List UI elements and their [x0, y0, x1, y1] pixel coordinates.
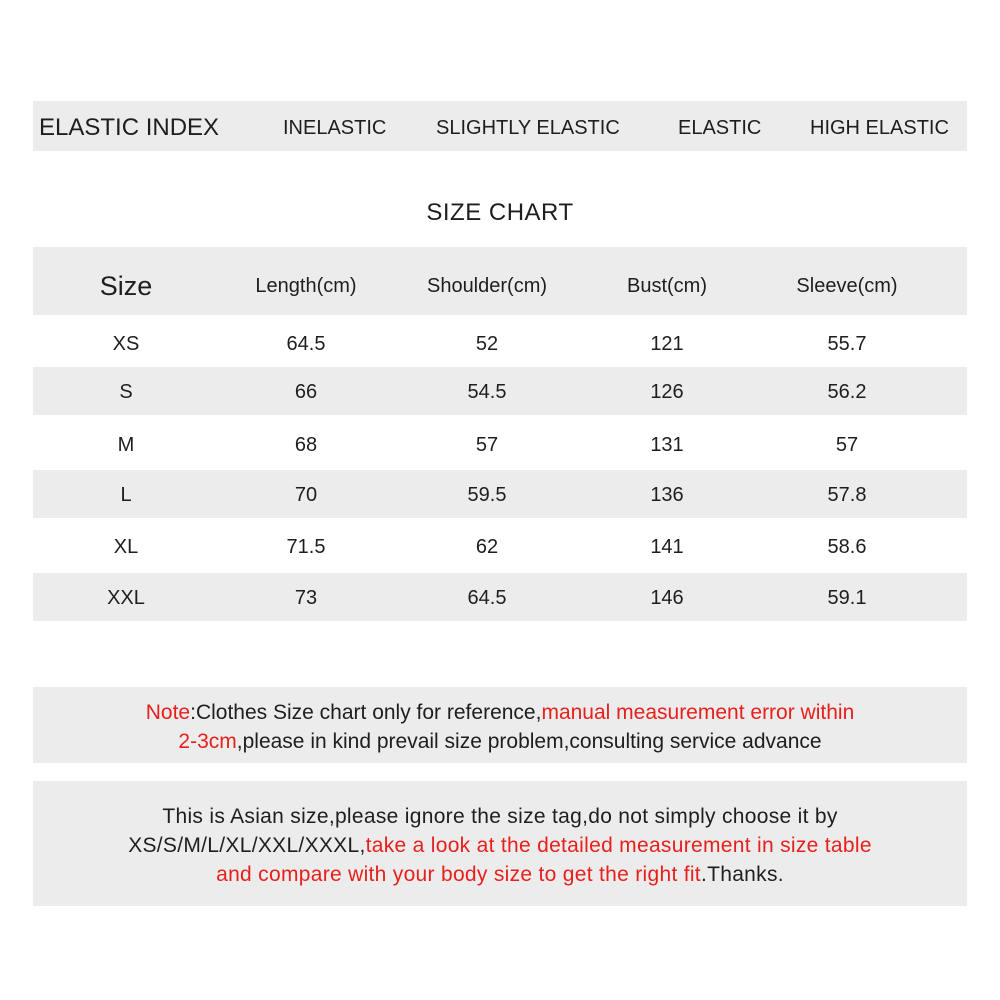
table-header-row [33, 247, 967, 315]
cell-size: XL [113, 536, 139, 558]
cell-size: L [120, 484, 132, 506]
cell-size: M [117, 434, 135, 456]
cell-bust: 131 [650, 434, 684, 456]
cell-shoulder: 54.5 [467, 381, 507, 403]
cell-length: 64.5 [286, 333, 326, 355]
note-text-a: :Clothes Size chart only for reference, [190, 701, 542, 724]
cell-shoulder: 52 [475, 333, 499, 355]
cell-size: XXL [107, 587, 145, 609]
reference-note-text [33, 687, 967, 756]
elastic-option-elastic: ELASTIC [678, 117, 762, 139]
cell-sleeve: 56.2 [827, 381, 867, 403]
cell-length: 73 [294, 587, 318, 609]
size-chart-title: SIZE CHART [426, 199, 574, 226]
header-length: Length(cm) [255, 275, 357, 297]
cell-length: 70 [294, 484, 318, 506]
cell-length: 71.5 [286, 536, 326, 558]
cell-bust: 136 [650, 484, 684, 506]
cell-size: XS [112, 333, 140, 355]
header-sleeve: Sleeve(cm) [796, 275, 898, 297]
table-row [33, 573, 967, 621]
cell-length: 66 [294, 381, 318, 403]
elastic-option-high-elastic: HIGH ELASTIC [810, 117, 949, 139]
cell-sleeve: 57.8 [827, 484, 867, 506]
cell-shoulder: 64.5 [467, 587, 507, 609]
cell-sleeve: 55.7 [827, 333, 867, 355]
note-red-a: manual measurement error within [541, 701, 855, 724]
asian-note-sizes: XS/S/M/L/XL/XXL/XXXL, [128, 834, 366, 857]
cell-size: S [119, 381, 133, 403]
cell-length: 68 [294, 434, 318, 456]
cell-bust: 146 [650, 587, 684, 609]
cell-sleeve: 58.6 [827, 536, 867, 558]
header-size: Size [99, 271, 153, 301]
cell-shoulder: 62 [475, 536, 499, 558]
note-label: Note [145, 701, 191, 724]
note-text-b: ,please in kind prevail size problem,consulting service advance [236, 730, 822, 753]
asian-note-thanks: .Thanks. [700, 863, 784, 886]
cell-bust: 121 [650, 333, 684, 355]
cell-shoulder: 59.5 [467, 484, 507, 506]
table-row [33, 319, 967, 367]
header-shoulder: Shoulder(cm) [426, 275, 548, 297]
header-bust: Bust(cm) [627, 275, 707, 297]
table-row [33, 367, 967, 415]
table-row [33, 522, 967, 570]
table-row [33, 420, 967, 468]
elastic-option-inelastic: INELASTIC [283, 117, 387, 139]
asian-note-red-line2: take a look at the detailed measurement in size table [365, 834, 872, 857]
cell-shoulder: 57 [475, 434, 499, 456]
asian-size-note [33, 781, 967, 906]
note-red-b: 2-3cm [178, 730, 237, 753]
elastic-option-slightly-elastic: SLIGHTLY ELASTIC [436, 117, 620, 139]
cell-sleeve: 59.1 [827, 587, 867, 609]
reference-note [33, 687, 967, 763]
cell-sleeve: 57 [835, 434, 859, 456]
asian-note-line1: This is Asian size,please ignore the size tag,do not simply choose it by [162, 805, 838, 828]
table-row [33, 470, 967, 518]
elastic-index-title: ELASTIC INDEX [39, 114, 220, 141]
cell-bust: 141 [650, 536, 684, 558]
elastic-index-bar [33, 101, 967, 151]
asian-note-red-line3: and compare with your body size to get the right fit [216, 863, 701, 886]
asian-size-note-text [33, 781, 967, 889]
cell-bust: 126 [650, 381, 684, 403]
